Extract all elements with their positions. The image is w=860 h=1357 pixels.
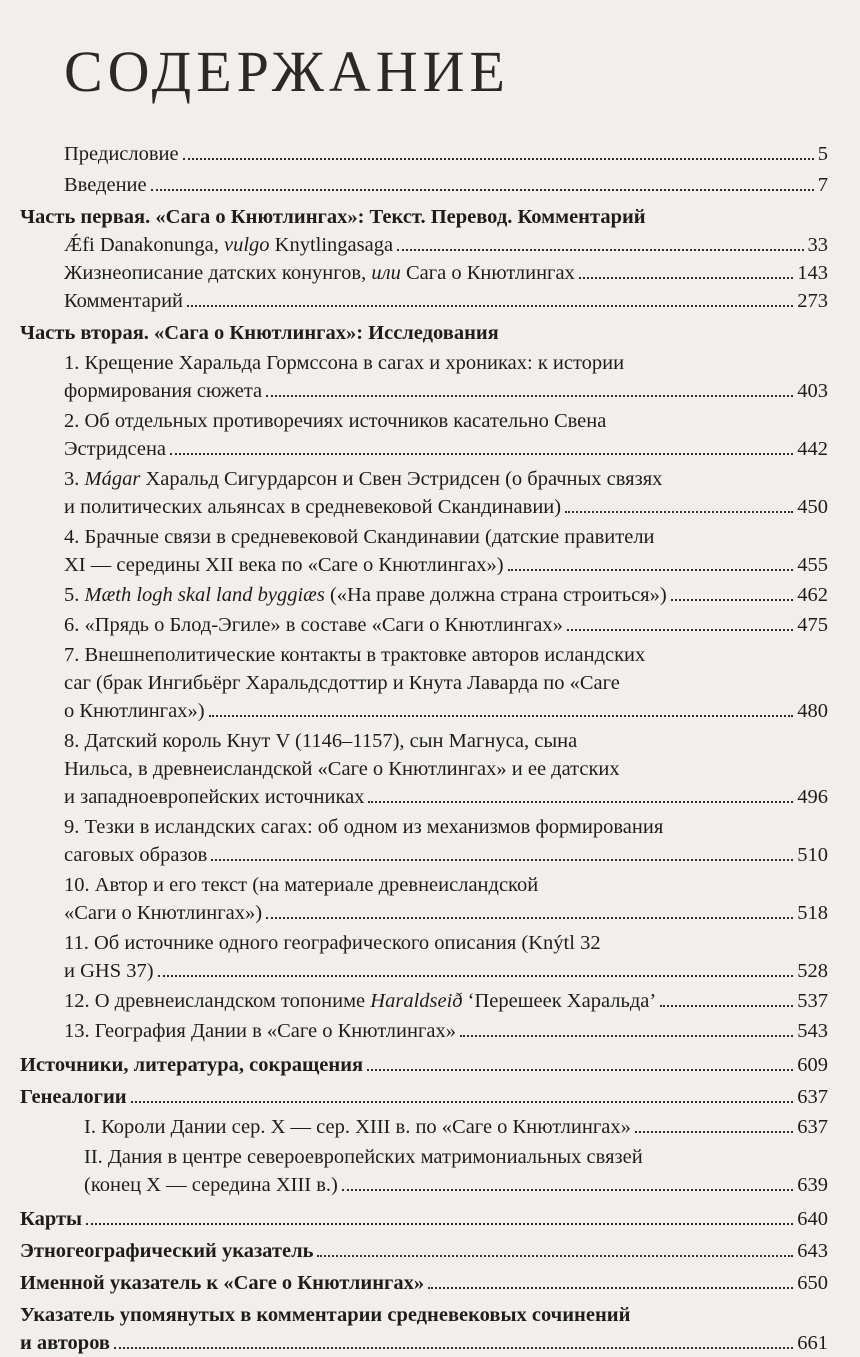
leader-dots [158,975,794,977]
toc-entry-first-line: 10. Автор и его текст (на материале древнеисландской [64,874,539,896]
toc-entry-title: и GHS 37) [64,960,154,982]
toc-entry-title: Именной указатель к «Саге о Кнютлингах» [20,1272,425,1294]
toc-entry-first-line: 1. Крещение Харальда Гормссона в сагах и хрониках: к истории [64,352,625,374]
toc-entry-works-index [20,1301,828,1357]
toc-entry-title: 13. География Дании в «Саге о Кнютлингах» [64,1020,456,1042]
toc-entry-chapter-13 [20,1017,828,1045]
toc-entry-chapter-4 [20,523,828,579]
toc-entry-first-line: 9. Тезки в исландских сагах: об одном из механизмов формирования [64,816,664,838]
toc-page-number: 7 [817,174,828,196]
toc-entry-sources [20,1051,828,1079]
toc-page-number: 537 [797,990,828,1012]
toc-entry-ethnogeographic-index [20,1237,828,1265]
leader-dots [266,395,793,397]
toc-entry-chapter-5 [20,581,828,609]
leader-dots [131,1101,794,1103]
toc-entry-knytlingasaga-text [20,231,828,259]
page-title: СОДЕРЖАНИЕ [64,39,510,104]
leader-dots [342,1189,793,1191]
leader-dots [183,158,814,160]
toc-entry-title: 12. О древнеисландском топониме Haraldseið ‘Перешеек Харальда’ [64,990,657,1012]
toc-entry-genealogy-2 [20,1143,828,1199]
toc-page-number: 450 [797,496,828,518]
leader-dots [151,189,814,191]
toc-entry-chapter-7 [20,641,828,725]
toc-entry-title: «Саги о Кнютлингах») [64,902,263,924]
toc-page-number: 640 [797,1208,828,1230]
toc-entry-title: Ǽfi Danakonunga, vulgo Knytlingasaga [64,234,394,256]
leader-dots [209,715,794,717]
toc-page-number: 637 [797,1086,828,1108]
toc-entry-title: о Кнютлингах») [64,700,205,722]
leader-dots [170,453,793,455]
leader-dots [187,305,793,307]
toc-entry-chapter-12 [20,987,828,1015]
leader-dots [397,249,803,251]
toc-page-number: 661 [797,1332,828,1354]
toc-entry-title: 5. Mæth logh skal land byggiæs («На праве должна страна строиться») [64,584,667,606]
toc-entry-title: Этногеографический указатель [20,1240,314,1262]
toc-page-number: 510 [797,844,828,866]
toc-entry-title: XI — середины XII века по «Саге о Кнютлингах») [64,554,504,576]
toc-entry-first-line: 2. Об отдельных противоречиях источников касательно Свена [64,410,607,432]
toc-entry-title: формирования сюжета [64,380,263,402]
toc-entry-title: 6. «Прядь о Блод-Эгиле» в составе «Саги о Кнютлингах» [64,614,563,636]
leader-dots [460,1035,793,1037]
toc-entry-title: Карты [20,1208,83,1230]
toc-page-number: 639 [797,1174,828,1196]
leader-dots [368,801,793,803]
toc-page-number: 273 [797,290,828,312]
toc-entry-chapter-11 [20,929,828,985]
toc-entry-title: Введение [64,174,147,196]
toc-entry-title: и западноевропейских источниках [64,786,365,808]
toc-entry-maps [20,1205,828,1233]
toc-entry-first-line: II. Дания в центре североевропейских матримониальных связей [84,1146,643,1168]
toc-entry-chapter-10 [20,871,828,927]
leader-dots [114,1347,793,1349]
toc-page-number: 33 [807,234,828,256]
toc-page-number: 403 [797,380,828,402]
toc-entry-introduction [20,171,828,199]
leader-dots [660,1005,793,1007]
toc-entry-genealogy-1 [20,1113,828,1141]
toc-entry-title: Предисловие [64,143,179,165]
toc-entry-genealogies [20,1083,828,1111]
toc-page-number: 475 [797,614,828,636]
toc-page-number: 650 [797,1272,828,1294]
leader-dots [567,629,793,631]
toc-page-number: 637 [797,1116,828,1138]
leader-dots [671,599,794,601]
toc-entry-title: Эстридсена [64,438,167,460]
toc-page-number: 143 [797,262,828,284]
toc-entry-title: (конец X — середина XIII в.) [84,1174,338,1196]
toc-entry-title: I. Короли Дании сер. X — сер. XIII в. по «Саге о Кнютлингах» [84,1116,631,1138]
toc-page-number: 543 [797,1020,828,1042]
toc-entry-chapter-6 [20,611,828,639]
toc-page-number: 5 [817,143,828,165]
leader-dots [317,1255,793,1257]
toc-entry-first-lines: 8. Датский король Кнут V (1146–1157), сын Магнуса, сына Нильса, в древнеисландской «Саге о Кнютлингах» и ее датских [64,730,620,780]
toc-entry-chapter-8 [20,727,828,811]
toc-entry-chapter-3 [20,465,828,521]
toc-entry-first-line: 3. Mágar Харальд Сигурдарсон и Свен Эстридсен (о брачных связях [64,468,663,490]
leader-dots [428,1287,793,1289]
toc-entry-name-index [20,1269,828,1297]
toc-page-number: 455 [797,554,828,576]
toc-entry-title: и авторов [20,1332,111,1354]
toc-entry-commentary [20,287,828,315]
toc-part-one-heading [20,203,828,231]
toc-page-number: 528 [797,960,828,982]
toc-entry-title: Жизнеописание датских конунгов, или Сага о Кнютлингах [64,262,575,284]
leader-dots [86,1223,793,1225]
toc-page-number: 462 [797,584,828,606]
toc-entry-title: саговых образов [64,844,208,866]
toc-entry-translation [20,259,828,287]
table-of-contents [20,140,828,1357]
toc-entry-chapter-1 [20,349,828,405]
toc-entry-first-lines: 7. Внешнеполитические контакты в трактовке авторов исландских саг (брак Ингибьёрг Харальдсдоттир и Кнута Лаварда по «Саге [64,644,646,694]
leader-dots [508,569,794,571]
toc-entry-first-line: 4. Брачные связи в средневековой Скандинавии (датские правители [64,526,655,548]
toc-page-number: 496 [797,786,828,808]
leader-dots [565,511,793,513]
toc-page-number: 442 [797,438,828,460]
toc-page-number: 609 [797,1054,828,1076]
leader-dots [367,1069,793,1071]
toc-entry-chapter-2 [20,407,828,463]
toc-page-number: 480 [797,700,828,722]
toc-part-two-heading [20,319,828,347]
part-title: Часть вторая. «Сага о Кнютлингах»: Исследования [20,322,499,344]
toc-entry-chapter-9 [20,813,828,869]
toc-entry-first-line: 11. Об источнике одного географического описания (Knýtl 32 [64,932,601,954]
leader-dots [635,1131,793,1133]
leader-dots [211,859,793,861]
toc-entry-title: Комментарий [64,290,184,312]
toc-entry-title: и политических альянсах в средневековой Скандинавии) [64,496,562,518]
toc-entry-title: Генеалогии [20,1086,127,1108]
leader-dots [266,917,793,919]
toc-page-number: 643 [797,1240,828,1262]
toc-entry-title: Источники, литература, сокращения [20,1054,364,1076]
toc-entry-first-line: Указатель упомянутых в комментарии средневековых сочинений [20,1304,631,1326]
toc-entry-preface [20,140,828,168]
part-title: Часть первая. «Сага о Кнютлингах»: Текст. Перевод. Комментарий [20,206,646,228]
leader-dots [579,277,793,279]
toc-page-number: 518 [797,902,828,924]
